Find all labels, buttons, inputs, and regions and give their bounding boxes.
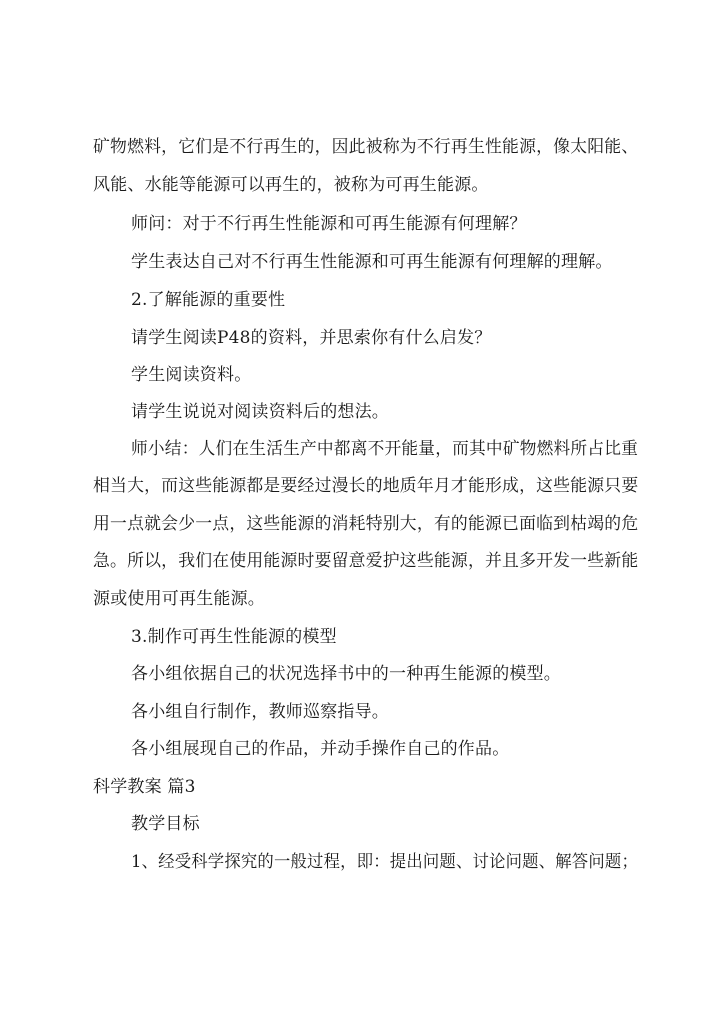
paragraph-line: 1、经受科学探究的一般过程，即：提出问题、讨论问题、解答问题； <box>131 852 638 872</box>
paragraph-line: 各小组展现自己的作品，并动手操作自己的作品。 <box>131 739 510 759</box>
section-heading: 2.了解能源的重要性 <box>131 290 286 310</box>
paragraph-line: 学生阅读资料。 <box>131 365 252 385</box>
paragraph-line: 各小组依据自己的状况选择书中的一种再生能源的模型。 <box>131 664 561 684</box>
paragraph-line: 源或使用可再生能源。 <box>93 589 265 609</box>
paragraph-line: 请学生说说对阅读资料后的想法。 <box>131 402 389 422</box>
paragraph-line: 师问：对于不行再生性能源和可再生能源有何理解？ <box>131 214 527 234</box>
section-heading: 3.制作可再生性能源的模型 <box>131 627 337 647</box>
paragraph-line: 请学生阅读P48的资料，并思索你有什么启发？ <box>131 328 492 348</box>
paragraph-line: 风能、水能等能源可以再生的，被称为可再生能源。 <box>93 175 489 195</box>
paragraph-line: 矿物燃料，它们是不行再生的，因此被称为不行再生性能源，像太阳能、 <box>93 137 639 157</box>
paragraph-line: 急。所以，我们在使用能源时要留意爱护这些能源，并且多开发一些新能 <box>93 551 639 571</box>
paragraph-line: 各小组自行制作，教师巡察指导。 <box>131 702 389 722</box>
document-section-title: 科学教案 篇3 <box>93 777 196 797</box>
subsection-heading: 教学目标 <box>131 814 200 834</box>
paragraph-line: 相当大，而这些能源都是要经过漫长的地质年月才能形成，这些能源只要 <box>93 476 639 496</box>
paragraph-line: 师小结：人们在生活生产中都离不开能量，而其中矿物燃料所占比重 <box>131 439 639 459</box>
paragraph-line: 学生表达自己对不行再生性能源和可再生能源有何理解的理解。 <box>131 252 613 272</box>
paragraph-line: 用一点就会少一点，这些能源的消耗特别大，有的能源已面临到枯竭的危 <box>93 514 639 534</box>
